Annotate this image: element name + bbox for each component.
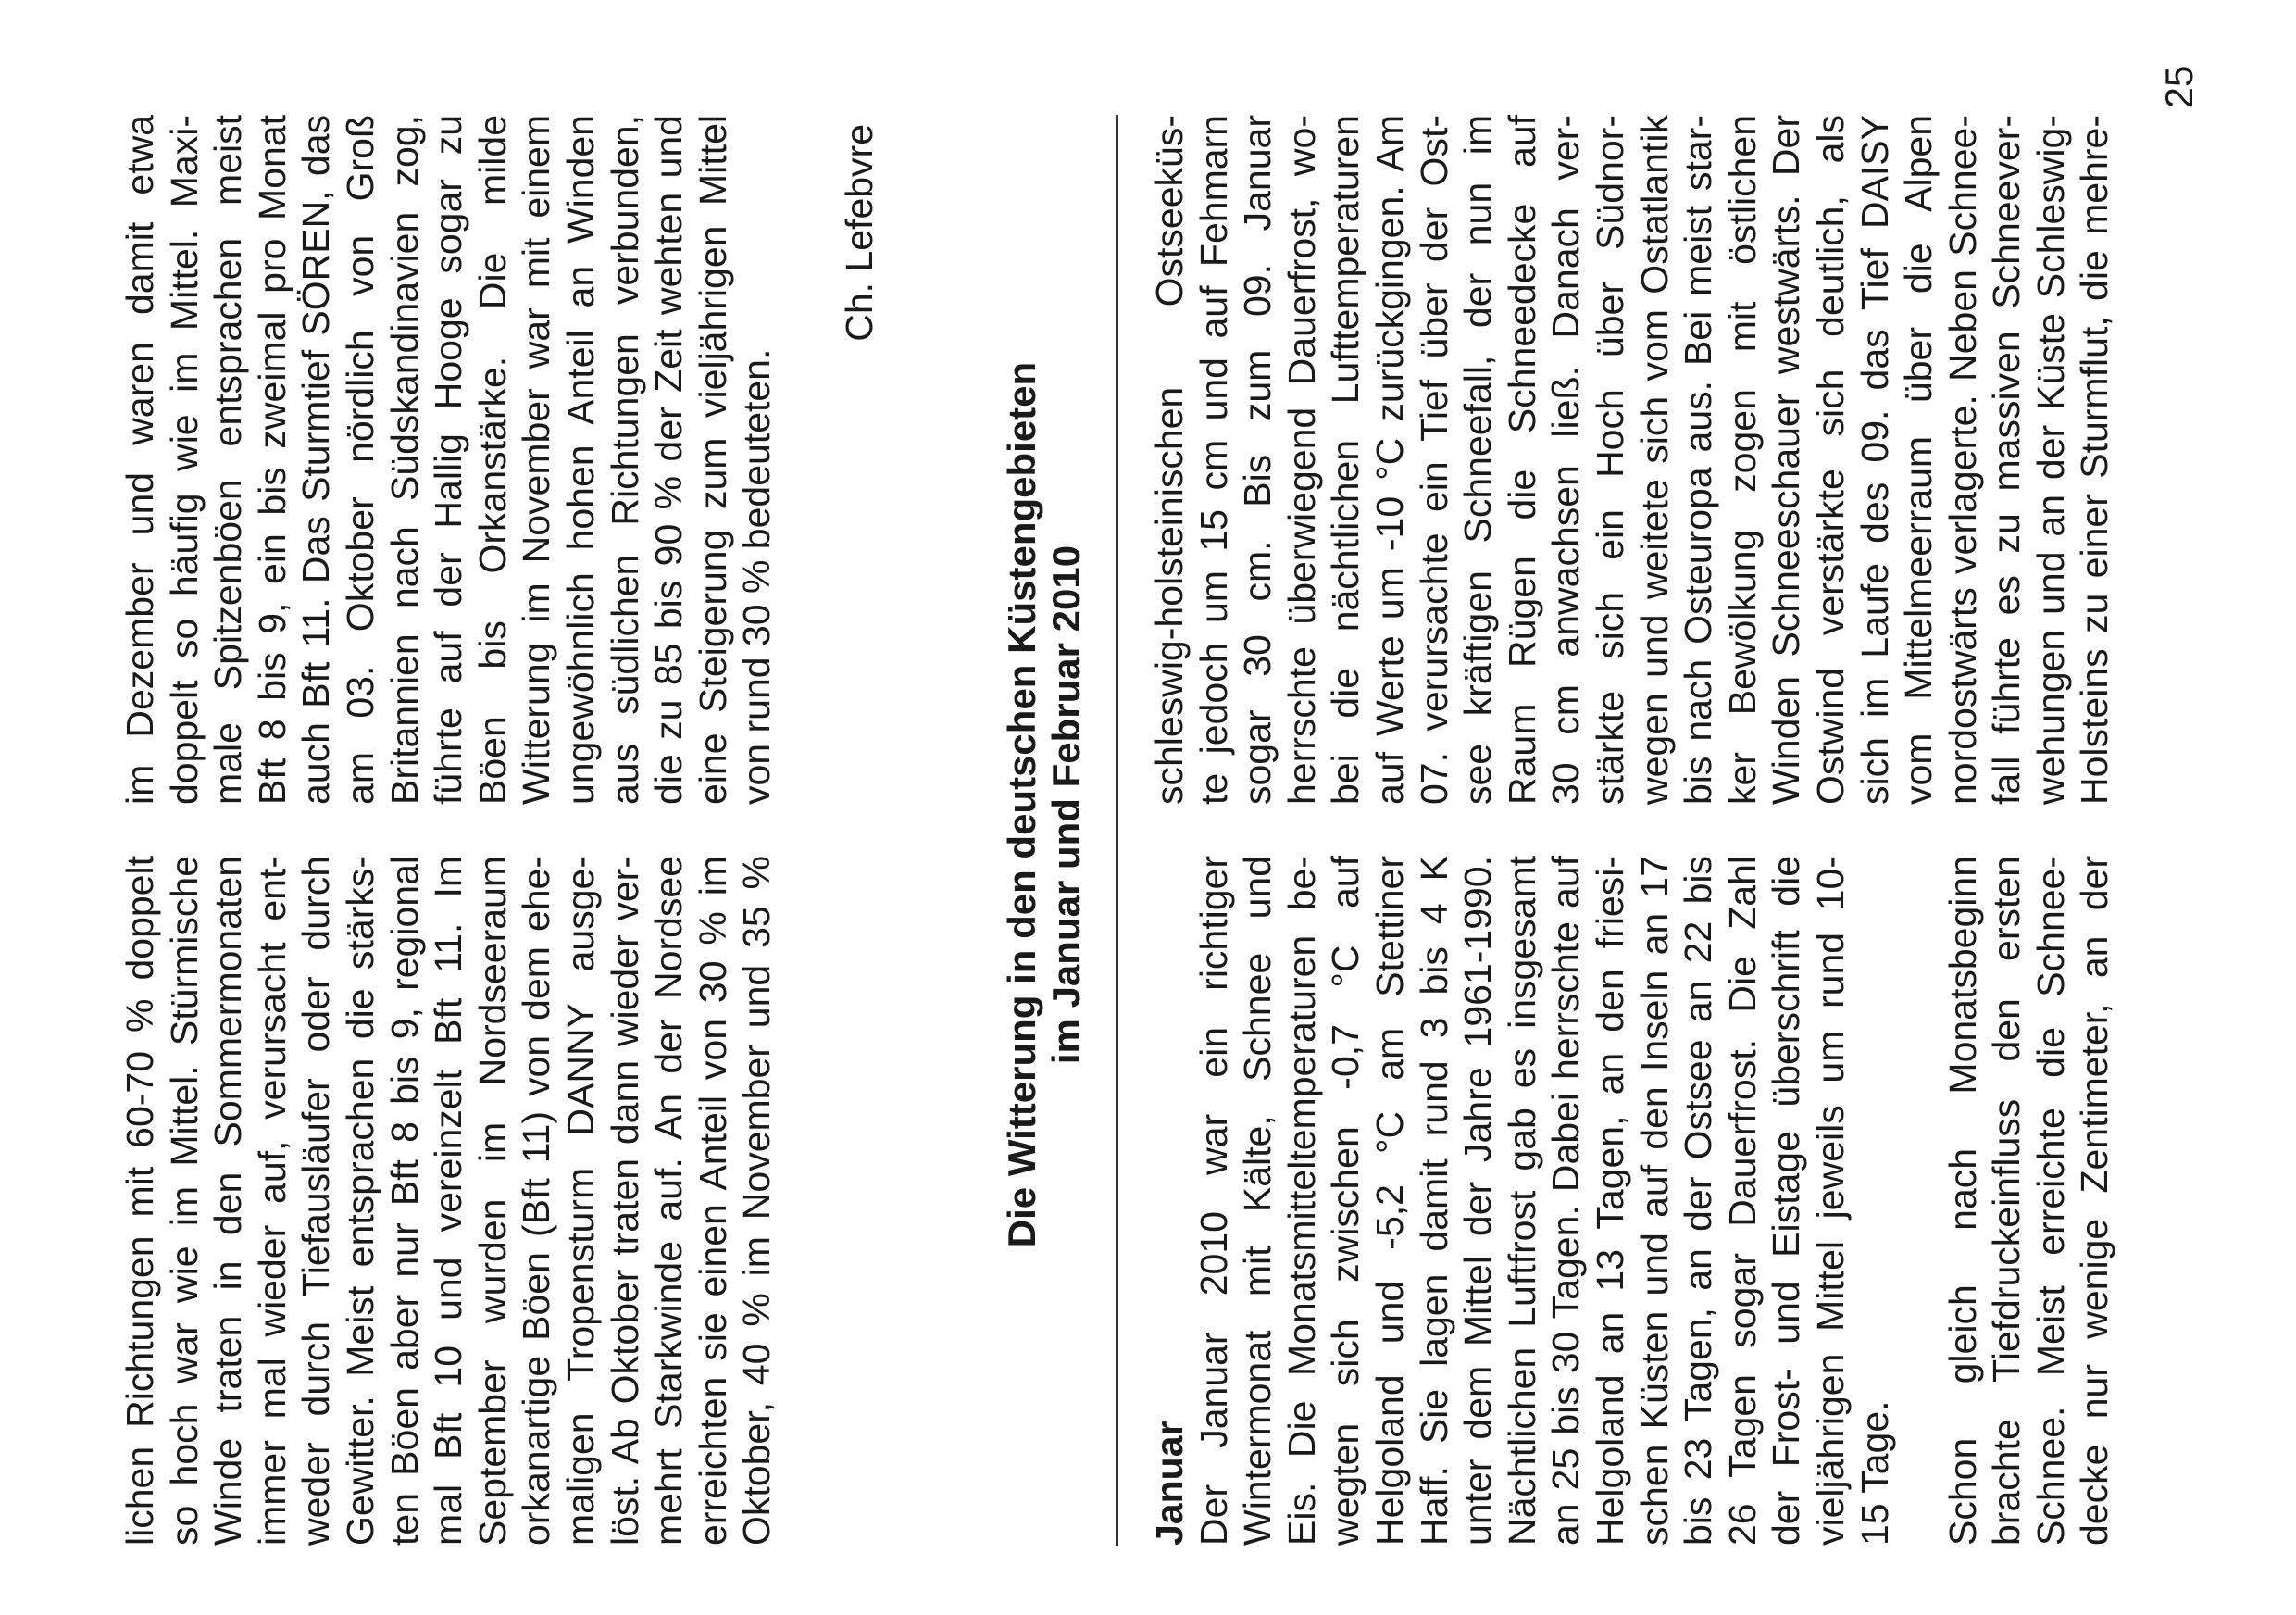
text-line: aus südlichen Richtungen verbunden,: [603, 115, 646, 805]
text-line: nordostwärts verlagerte. Neben Schnee-: [1940, 115, 1984, 805]
column-divider-rule: [1116, 115, 1118, 1546]
text-line: Ostwind verstärkte sich deutlich, als: [1808, 115, 1852, 805]
text-line: 15 Tage.: [1853, 1400, 1896, 1546]
text-line: 30 cm anwachsen ließ. Danach ver-: [1544, 115, 1588, 805]
text-line: Bft 8 bis 9, ein bis zweimal pro Monat: [250, 115, 293, 805]
text-line: Helgoland und -5,2 °C am Stettiner: [1367, 856, 1411, 1546]
page-number: 25: [2157, 65, 2201, 109]
text-line: Helgoland an 13 Tagen, an den friesi-: [1588, 856, 1631, 1546]
text-line: immer mal wieder auf, verursacht ent-: [250, 856, 293, 1546]
text-line: ungewöhnlich hohen Anteil an Winden: [558, 115, 602, 805]
text-line: Winden Schneeschauer westwärts. Der: [1765, 115, 1808, 805]
text-line: Nächtlichen Luftfrost gab es insgesamt: [1500, 856, 1543, 1546]
text-line: so hoch war wie im Mittel. Stürmische: [162, 856, 206, 1546]
headline-line-1: Die Witterung in den deutschen Küstengebieten: [1000, 361, 1043, 1248]
text-line: Oktober, 40 % im November und 35 %: [735, 856, 779, 1546]
text-line: sich im Laufe des 09. das Tief DAISY: [1853, 115, 1896, 805]
text-line: te jedoch um 15 cm und auf Fehmarn: [1192, 115, 1235, 805]
text-line: am 03. Oktober nördlich von Groß: [338, 115, 381, 805]
article-headline: [1000, 64, 1089, 1546]
text-line: Holsteins zu einer Sturmflut, die mehre-: [2073, 115, 2116, 805]
headline-line-2: im Januar und Februar 2010: [1044, 545, 1088, 1065]
text-line: Britannien nach Südskandinavien zog,: [382, 115, 426, 805]
column-bottom-left: [1148, 856, 2117, 1546]
text-line: Böen bis Orkanstärke. Die milde: [470, 115, 514, 805]
text-line: bis 23 Tagen, an der Ostsee an 22 bis: [1677, 856, 1720, 1546]
text-line: 07. verursachte ein Tief über der Ost-: [1412, 115, 1455, 805]
text-line: Witterung im November war mit einem: [515, 115, 558, 805]
text-line: wehungen und an der Küste Schleswig-: [2028, 115, 2072, 805]
text-line: wegen und weitete sich vom Ostatlantik: [1632, 115, 1676, 805]
text-line: doppelt so häufig wie im Mittel. Maxi-: [162, 115, 206, 805]
text-line: male Spitzenböen entsprachen meist: [206, 115, 250, 805]
text-line: September wurden im Nordseeraum: [470, 856, 514, 1546]
text-line: Haff. Sie lagen damit rund 3 bis 4 K: [1412, 856, 1455, 1546]
paragraph-2: [1941, 856, 2117, 1546]
text-line: eine Steigerung zum vieljährigen Mittel: [691, 115, 734, 805]
text-line: wegten sich zwischen -0,7 °C auf: [1324, 856, 1367, 1546]
text-line: auf Werte um -10 °C zurückgingen. Am: [1367, 115, 1411, 805]
text-line: bei die nächtlichen Lufttemperaturen: [1324, 115, 1367, 805]
paragraph-1: [1192, 856, 1898, 1546]
text-line: bis nach Osteuropa aus. Bei meist star-: [1677, 115, 1720, 805]
text-line: mehrt Starkwinde auf. An der Nordsee: [647, 856, 691, 1546]
text-line: auch Bft 11. Das Sturmtief SÖREN, das: [294, 115, 338, 805]
paragraph-gap: [1897, 856, 1941, 1546]
text-line: Winde traten in den Sommermonaten: [206, 856, 250, 1546]
text-line: orkanartige Böen (Bft 11) von dem ehe-: [515, 856, 558, 1546]
text-line: weder durch Tiefausläufer oder durch: [294, 856, 338, 1546]
text-line: ker Bewölkung zogen mit östlichen: [1720, 115, 1764, 805]
text-line: Gewitter. Meist entsprachen die stärks-: [338, 856, 381, 1546]
column-top-left: [119, 856, 780, 1546]
text-line: unter dem Mittel der Jahre 1961-1990.: [1456, 856, 1500, 1546]
section-heading: Januar: [1148, 1421, 1191, 1546]
text-line: mal Bft 10 und vereinzelt Bft 11. Im: [427, 856, 470, 1546]
text-line: die zu 85 bis 90 % der Zeit wehten und: [647, 115, 691, 805]
text-line: 26 Tagen sogar Dauerfrost. Die Zahl: [1720, 856, 1764, 1546]
text-line: führte auf der Hallig Hooge sogar zu: [427, 115, 470, 805]
text-line: löst. Ab Oktober traten dann wieder ver-: [603, 856, 646, 1546]
text-line: schleswig-holsteinischen Ostseeküs-: [1148, 115, 1191, 805]
text-line: Raum Rügen die Schneedecke auf: [1500, 115, 1543, 805]
author-signature: Ch. Lefebvre: [838, 124, 880, 342]
text-line: von rund 30 % bedeuteten.: [735, 348, 779, 805]
text-line: Schnee. Meist erreichte die Schnee-: [2028, 856, 2072, 1546]
text-line: ten Böen aber nur Bft 8 bis 9, regional: [382, 856, 426, 1546]
text-line: im Dezember und waren damit etwa: [119, 115, 161, 805]
text-line: vieljährigen Mittel jeweils um rund 10-: [1808, 856, 1852, 1546]
column-top-right: [119, 115, 780, 805]
text-line: an 25 bis 30 Tagen. Dabei herrschte auf: [1544, 856, 1588, 1546]
text-line: Eis. Die Monatsmitteltemperaturen be-: [1279, 856, 1323, 1546]
text-line: Schon gleich nach Monatsbeginn: [1940, 856, 1984, 1546]
text-line: schen Küsten und auf den Inseln an 17: [1632, 856, 1676, 1546]
text-line: lichen Richtungen mit 60-70 % doppelt: [119, 856, 161, 1546]
text-line: fall führte es zu massiven Schneever-: [1985, 115, 2028, 805]
column-bottom-right: [1148, 115, 2117, 805]
text-line: stärkte sich ein Hoch über Südnor-: [1588, 115, 1631, 805]
text-line: Wintermonat mit Kälte, Schnee und: [1236, 856, 1279, 1546]
text-line: vom Mittelmeerraum über die Alpen: [1897, 115, 1940, 805]
text-line: Der Januar 2010 war ein richtiger: [1192, 856, 1235, 1546]
text-line: see kräftigen Schneefall, der nun im: [1456, 115, 1500, 805]
text-line: sogar 30 cm. Bis zum 09. Januar: [1236, 115, 1279, 805]
text-line: erreichten sie einen Anteil von 30 % im: [691, 856, 734, 1546]
text-line: brachte Tiefdruckeinfluss den ersten: [1985, 856, 2028, 1546]
text-line: der Frost- und Eistage überschrift die: [1765, 856, 1808, 1546]
text-line: maligen Tropensturm DANNY ausge-: [558, 856, 602, 1546]
text-line: decke nur wenige Zentimeter, an der: [2073, 856, 2116, 1546]
text-line: herrschte überwiegend Dauerfrost, wo-: [1279, 115, 1323, 805]
